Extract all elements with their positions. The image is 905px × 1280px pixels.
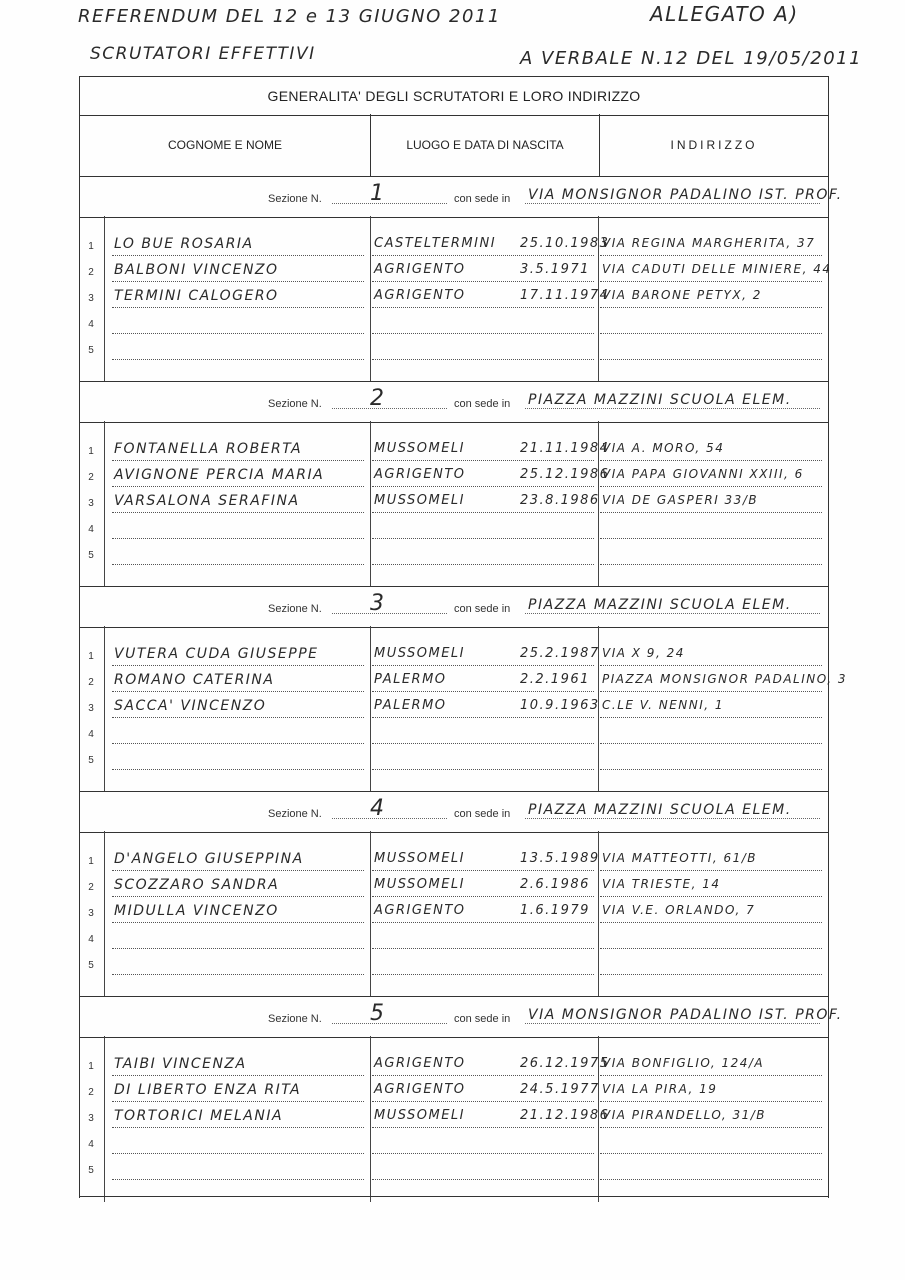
section-number: 4 (370, 796, 386, 821)
scrutatore-name: LO BUE ROSARIA (114, 236, 254, 252)
form-bottom-border (80, 1196, 828, 1197)
birth-dotted-line (372, 564, 594, 565)
sede-label: con sede in (454, 398, 511, 410)
section-label: Sezione N. (268, 603, 322, 615)
table-row (80, 234, 828, 260)
birth-date: 25.2.1987 (520, 646, 600, 661)
birth-date: 25.12.1986 (520, 467, 610, 482)
address: VIA BONFIGLIO, 124/A (602, 1056, 765, 1070)
name-dotted-line (112, 333, 364, 334)
address: VIA V.E. ORLANDO, 7 (602, 903, 756, 917)
name-dotted-line (112, 717, 364, 718)
table-row (80, 670, 847, 696)
table-row (80, 1106, 828, 1132)
birth-dotted-line (372, 1179, 594, 1180)
birth-dotted-line (372, 1075, 594, 1076)
section-number-dotted-line (332, 1023, 447, 1024)
row-number: 4 (88, 934, 94, 945)
section-sede: VIA MONSIGNOR PADALINO IST. PROF. (528, 187, 843, 203)
address: VIA PIRANDELLO, 31/B (602, 1108, 767, 1122)
table-row (80, 338, 828, 364)
row-number: 5 (88, 550, 94, 561)
section-sede: PIAZZA MAZZINI SCUOLA ELEM. (528, 802, 792, 818)
address: VIA DE GASPERI 33/B (602, 493, 759, 507)
row-number: 4 (88, 1139, 94, 1150)
section-entries (80, 831, 828, 997)
sede-label: con sede in (454, 603, 511, 615)
scrutatore-name: SCOZZARO SANDRA (114, 877, 280, 893)
table-row (80, 927, 828, 953)
address-dotted-line (600, 460, 822, 461)
address-dotted-line (600, 665, 822, 666)
birth-dotted-line (372, 1153, 594, 1154)
address-dotted-line (600, 1101, 822, 1102)
row-number: 2 (88, 1087, 94, 1098)
section-entries (80, 216, 832, 382)
address-dotted-line (600, 974, 822, 975)
row-number: 4 (88, 524, 94, 535)
scrutatore-name: VARSALONA SERAFINA (114, 493, 300, 509)
address: VIA X 9, 24 (602, 646, 685, 660)
row-number: 2 (88, 677, 94, 688)
birth-place: PALERMO (374, 672, 447, 687)
address-dotted-line (600, 359, 822, 360)
section-number: 2 (370, 386, 386, 411)
name-dotted-line (112, 512, 364, 513)
table-row (80, 491, 828, 517)
name-dotted-line (112, 307, 364, 308)
birth-dotted-line (372, 948, 594, 949)
table-row (80, 644, 828, 670)
name-dotted-line (112, 1179, 364, 1180)
scrutatore-name: TAIBI VINCENZA (114, 1056, 247, 1072)
name-dotted-line (112, 538, 364, 539)
address-dotted-line (600, 538, 822, 539)
table-row (80, 953, 828, 979)
birth-date: 26.12.1975 (520, 1056, 610, 1071)
row-number: 3 (88, 703, 94, 714)
birth-dotted-line (372, 743, 594, 744)
table-row (80, 1132, 828, 1158)
section-number-dotted-line (332, 818, 447, 819)
name-dotted-line (112, 255, 364, 256)
birth-dotted-line (372, 281, 594, 282)
address-dotted-line (600, 1179, 822, 1180)
name-dotted-line (112, 1101, 364, 1102)
birth-date: 10.9.1963 (520, 698, 600, 713)
row-number: 1 (88, 1061, 94, 1072)
birth-place: MUSSOMELI (374, 877, 466, 892)
section-header (80, 791, 828, 833)
scrutatore-name: ROMANO CATERINA (114, 672, 275, 688)
row-number: 5 (88, 345, 94, 356)
birth-date: 21.11.1984 (520, 441, 610, 456)
row-number: 5 (88, 960, 94, 971)
birth-place: MUSSOMELI (374, 441, 466, 456)
address: VIA A. MORO, 54 (602, 441, 725, 455)
table-row (80, 543, 828, 569)
sede-label: con sede in (454, 808, 511, 820)
scrutatore-name: DI LIBERTO ENZA RITA (114, 1082, 302, 1098)
sede-dotted-line (525, 408, 820, 409)
row-number: 1 (88, 856, 94, 867)
birth-dotted-line (372, 255, 594, 256)
section-label: Sezione N. (268, 193, 322, 205)
name-dotted-line (112, 691, 364, 692)
birth-place: AGRIGENTO (374, 1056, 466, 1071)
birth-dotted-line (372, 333, 594, 334)
table-row (80, 748, 828, 774)
col-header-birth: LUOGO E DATA DI NASCITA (371, 114, 600, 176)
address-dotted-line (600, 717, 822, 718)
table-row (80, 875, 828, 901)
birth-dotted-line (372, 1127, 594, 1128)
birth-date: 2.2.1961 (520, 672, 590, 687)
birth-place: MUSSOMELI (374, 851, 466, 866)
scrutatori-heading: SCRUTATORI EFFETTIVI (90, 44, 316, 64)
table-row (80, 286, 828, 312)
row-number: 3 (88, 498, 94, 509)
birth-dotted-line (372, 769, 594, 770)
row-number: 4 (88, 319, 94, 330)
section-sede: PIAZZA MAZZINI SCUOLA ELEM. (528, 392, 792, 408)
table-row (80, 696, 828, 722)
scrutatore-name: AVIGNONE PERCIA MARIA (114, 467, 325, 483)
table-row (80, 465, 828, 491)
address-dotted-line (600, 255, 822, 256)
address-dotted-line (600, 691, 822, 692)
section-number-dotted-line (332, 408, 447, 409)
address-dotted-line (600, 896, 822, 897)
birth-place: AGRIGENTO (374, 467, 466, 482)
section-sede: VIA MONSIGNOR PADALINO IST. PROF. (528, 1007, 843, 1023)
name-dotted-line (112, 564, 364, 565)
birth-dotted-line (372, 1101, 594, 1102)
row-number: 2 (88, 472, 94, 483)
table-row (80, 439, 828, 465)
address-dotted-line (600, 564, 822, 565)
birth-dotted-line (372, 691, 594, 692)
birth-place: MUSSOMELI (374, 493, 466, 508)
section-header (80, 586, 828, 628)
birth-date: 24.5.1977 (520, 1082, 600, 1097)
column-headers (80, 114, 828, 177)
name-dotted-line (112, 1127, 364, 1128)
referendum-heading: REFERENDUM DEL 12 e 13 GIUGNO 2011 (78, 6, 501, 27)
name-dotted-line (112, 896, 364, 897)
row-number: 1 (88, 241, 94, 252)
scrutatore-name: SACCA' VINCENZO (114, 698, 267, 714)
row-number: 5 (88, 1165, 94, 1176)
birth-dotted-line (372, 307, 594, 308)
name-dotted-line (112, 948, 364, 949)
birth-place: MUSSOMELI (374, 1108, 466, 1123)
scrutatore-name: VUTERA CUDA GIUSEPPE (114, 646, 319, 662)
section-label: Sezione N. (268, 808, 322, 820)
birth-date: 2.6.1986 (520, 877, 590, 892)
address-dotted-line (600, 743, 822, 744)
name-dotted-line (112, 769, 364, 770)
section-number: 3 (370, 591, 386, 616)
birth-date: 13.5.1989 (520, 851, 600, 866)
birth-date: 23.8.1986 (520, 493, 600, 508)
address: C.LE V. NENNI, 1 (602, 698, 725, 712)
name-dotted-line (112, 665, 364, 666)
row-number: 1 (88, 651, 94, 662)
birth-dotted-line (372, 870, 594, 871)
address: VIA CADUTI DELLE MINIERE, 44 (602, 262, 832, 276)
sede-dotted-line (525, 203, 820, 204)
birth-dotted-line (372, 512, 594, 513)
table-row (80, 849, 828, 875)
address-dotted-line (600, 281, 822, 282)
birth-dotted-line (372, 974, 594, 975)
scrutatore-name: TORTORICI MELANIA (114, 1108, 284, 1124)
row-number: 3 (88, 1113, 94, 1124)
row-number: 4 (88, 729, 94, 740)
address: VIA TRIESTE, 14 (602, 877, 721, 891)
allegato-label: ALLEGATO A) (650, 2, 799, 26)
section-label: Sezione N. (268, 1013, 322, 1025)
table-row (80, 312, 828, 338)
scrutatore-name: FONTANELLA ROBERTA (114, 441, 303, 457)
birth-date: 1.6.1979 (520, 903, 590, 918)
table-row (80, 1054, 828, 1080)
row-number: 3 (88, 293, 94, 304)
birth-date: 25.10.1983 (520, 236, 610, 251)
address-dotted-line (600, 922, 822, 923)
address-dotted-line (600, 1075, 822, 1076)
birth-dotted-line (372, 717, 594, 718)
verbale-reference: A VERBALE N.12 DEL 19/05/2011 (520, 48, 863, 69)
section-header (80, 996, 843, 1038)
section-header (80, 381, 828, 423)
birth-dotted-line (372, 665, 594, 666)
section-label: Sezione N. (268, 398, 322, 410)
address-dotted-line (600, 307, 822, 308)
birth-place: AGRIGENTO (374, 903, 466, 918)
col-header-address: INDIRIZZO (670, 138, 758, 152)
sede-dotted-line (525, 613, 820, 614)
address: VIA BARONE PETYX, 2 (602, 288, 762, 302)
name-dotted-line (112, 486, 364, 487)
birth-place: PALERMO (374, 698, 447, 713)
birth-dotted-line (372, 538, 594, 539)
row-number: 2 (88, 267, 94, 278)
address: VIA MATTEOTTI, 61/B (602, 851, 758, 865)
name-dotted-line (112, 1153, 364, 1154)
scrutatore-name: BALBONI VINCENZO (114, 262, 279, 278)
birth-dotted-line (372, 359, 594, 360)
table-row (80, 722, 828, 748)
address-dotted-line (600, 1153, 822, 1154)
birth-place: CASTELTERMINI (374, 236, 497, 251)
table-row (80, 260, 832, 286)
row-number: 5 (88, 755, 94, 766)
birth-dotted-line (372, 922, 594, 923)
birth-date: 17.11.1974 (520, 288, 610, 303)
section-number-dotted-line (332, 203, 447, 204)
birth-place: AGRIGENTO (374, 262, 466, 277)
address-dotted-line (600, 948, 822, 949)
address-dotted-line (600, 769, 822, 770)
table-row (80, 901, 828, 927)
address-dotted-line (600, 486, 822, 487)
section-entries (80, 626, 847, 792)
section-header (80, 176, 843, 218)
scrutatore-name: TERMINI CALOGERO (114, 288, 279, 304)
sede-dotted-line (525, 1023, 820, 1024)
table-row (80, 517, 828, 543)
section-number-dotted-line (332, 613, 447, 614)
section-entries (80, 1036, 828, 1202)
section-number: 5 (370, 1001, 386, 1026)
section-entries (80, 421, 828, 587)
birth-place: AGRIGENTO (374, 288, 466, 303)
table-row (80, 1158, 828, 1184)
name-dotted-line (112, 359, 364, 360)
row-number: 1 (88, 446, 94, 457)
scrutatori-form (79, 76, 847, 1198)
sede-label: con sede in (454, 1013, 511, 1025)
address: VIA LA PIRA, 19 (602, 1082, 718, 1096)
address: VIA PAPA GIOVANNI XXIII, 6 (602, 467, 804, 481)
birth-date: 3.5.1971 (520, 262, 590, 277)
name-dotted-line (112, 460, 364, 461)
address-dotted-line (600, 333, 822, 334)
birth-dotted-line (372, 460, 594, 461)
row-number: 3 (88, 908, 94, 919)
name-dotted-line (112, 281, 364, 282)
name-dotted-line (112, 922, 364, 923)
name-dotted-line (112, 870, 364, 871)
name-dotted-line (112, 743, 364, 744)
scrutatore-name: D'ANGELO GIUSEPPINA (114, 851, 304, 867)
birth-date: 21.12.1986 (520, 1108, 610, 1123)
section-sede: PIAZZA MAZZINI SCUOLA ELEM. (528, 597, 792, 613)
name-dotted-line (112, 1075, 364, 1076)
row-number: 2 (88, 882, 94, 893)
address: PIAZZA MONSIGNOR PADALINO, 3 (602, 672, 847, 686)
birth-place: MUSSOMELI (374, 646, 466, 661)
scrutatore-name: MIDULLA VINCENZO (114, 903, 279, 919)
address: VIA REGINA MARGHERITA, 37 (602, 236, 816, 250)
address-dotted-line (600, 870, 822, 871)
birth-dotted-line (372, 486, 594, 487)
section-number: 1 (370, 181, 386, 206)
table-row (80, 1080, 828, 1106)
birth-place: AGRIGENTO (374, 1082, 466, 1097)
sede-label: con sede in (454, 193, 511, 205)
form-title: GENERALITA' DEGLI SCRUTATORI E LORO INDIRIZZO (80, 76, 828, 116)
address-dotted-line (600, 512, 822, 513)
address-dotted-line (600, 1127, 822, 1128)
birth-dotted-line (372, 896, 594, 897)
name-dotted-line (112, 974, 364, 975)
sede-dotted-line (525, 818, 820, 819)
col-header-name: COGNOME E NOME (80, 114, 371, 176)
